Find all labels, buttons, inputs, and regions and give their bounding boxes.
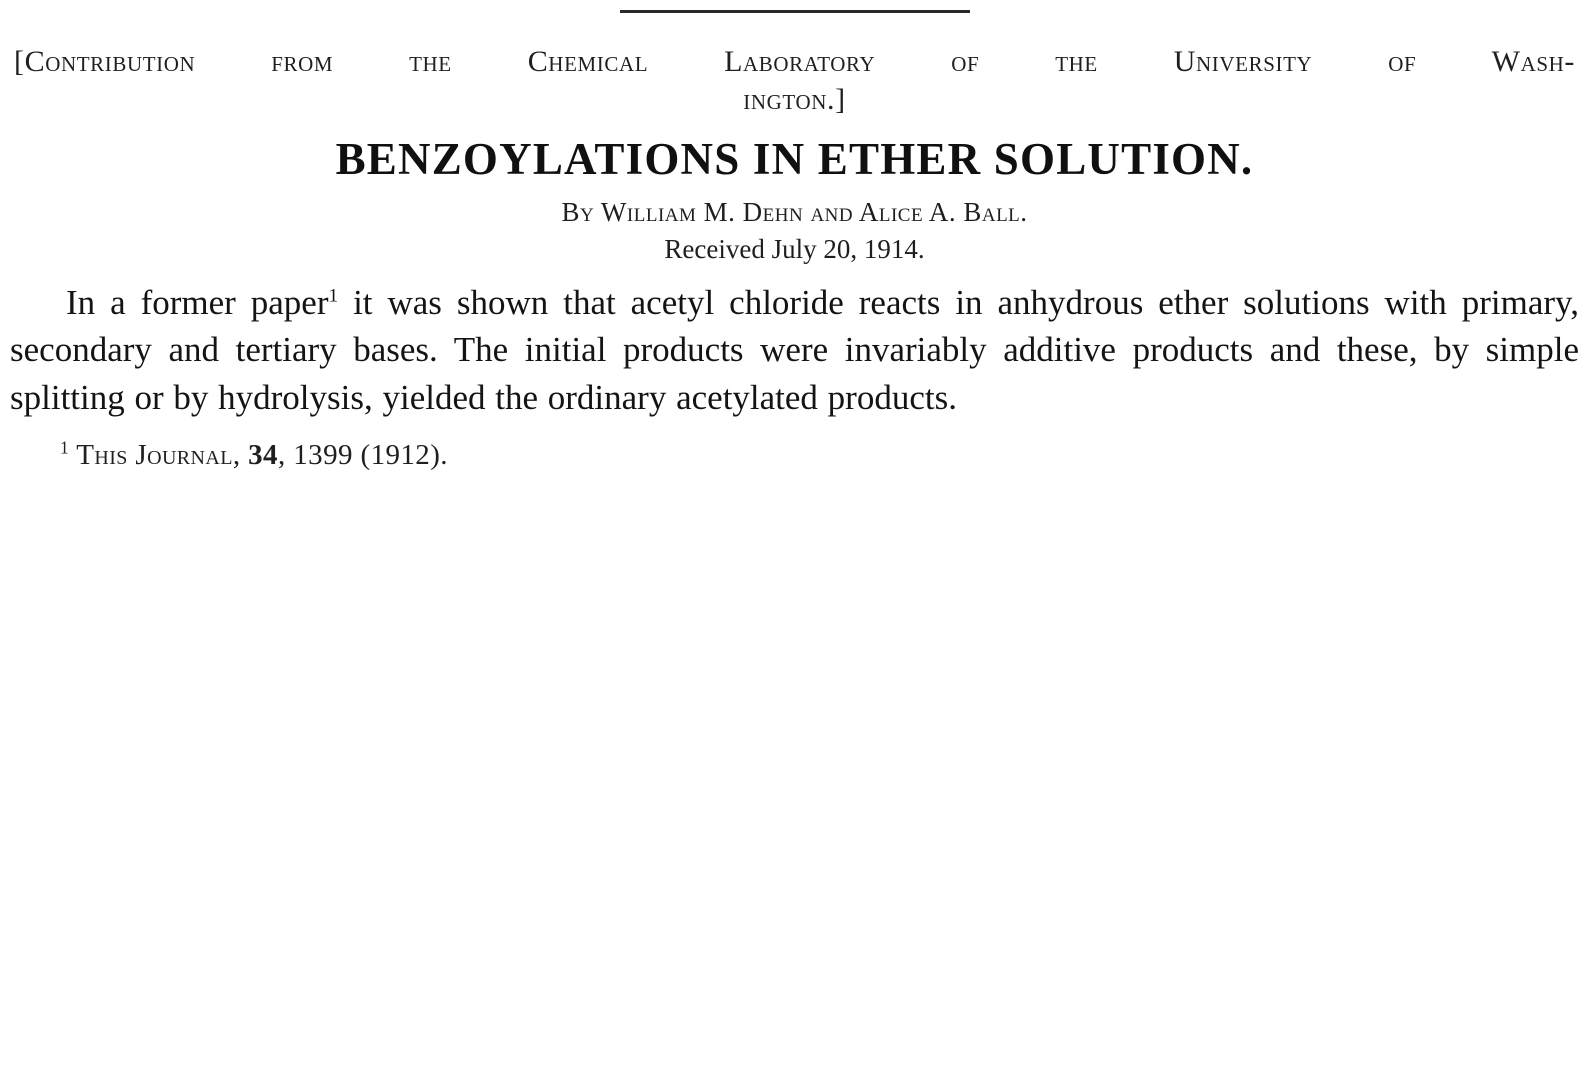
horizontal-rule xyxy=(620,10,970,13)
paragraph-rest: it was shown that acetyl chloride reacts in anhydrous ether solutions with primary, secondary and tertiary bases. The initial products were invariably additive products and these, by simple splitting or by hydrolysis, yielded the ordinary acetylated products. xyxy=(10,282,1579,417)
footnote-year: (1912). xyxy=(352,439,448,472)
footnote-number: 1 xyxy=(60,437,70,458)
paragraph-lead: In a former paper xyxy=(66,282,329,322)
contribution-note-line-2: ington.] xyxy=(743,82,846,116)
footnote xyxy=(60,439,1579,472)
blank-page-area xyxy=(0,472,1589,992)
contribution-note-line-1: [Contribution from the Chemical Laboratory of the University of Wash- xyxy=(14,45,1575,78)
footnote-page: 1399 xyxy=(293,439,353,472)
page-title: BENZOYLATIONS IN ETHER SOLUTION. xyxy=(335,133,1254,184)
received-date: Received July 20, 1914. xyxy=(664,233,925,264)
footnote-separator: , xyxy=(277,439,294,472)
author-byline: By William M. Dehn and Alice A. Ball. xyxy=(561,196,1028,227)
body-paragraph xyxy=(10,279,1579,422)
footnote-source: This Journal, xyxy=(69,439,249,472)
footnote-volume: 34 xyxy=(248,439,278,472)
document-page xyxy=(0,10,1589,1087)
footnote-marker: 1 xyxy=(328,284,339,306)
